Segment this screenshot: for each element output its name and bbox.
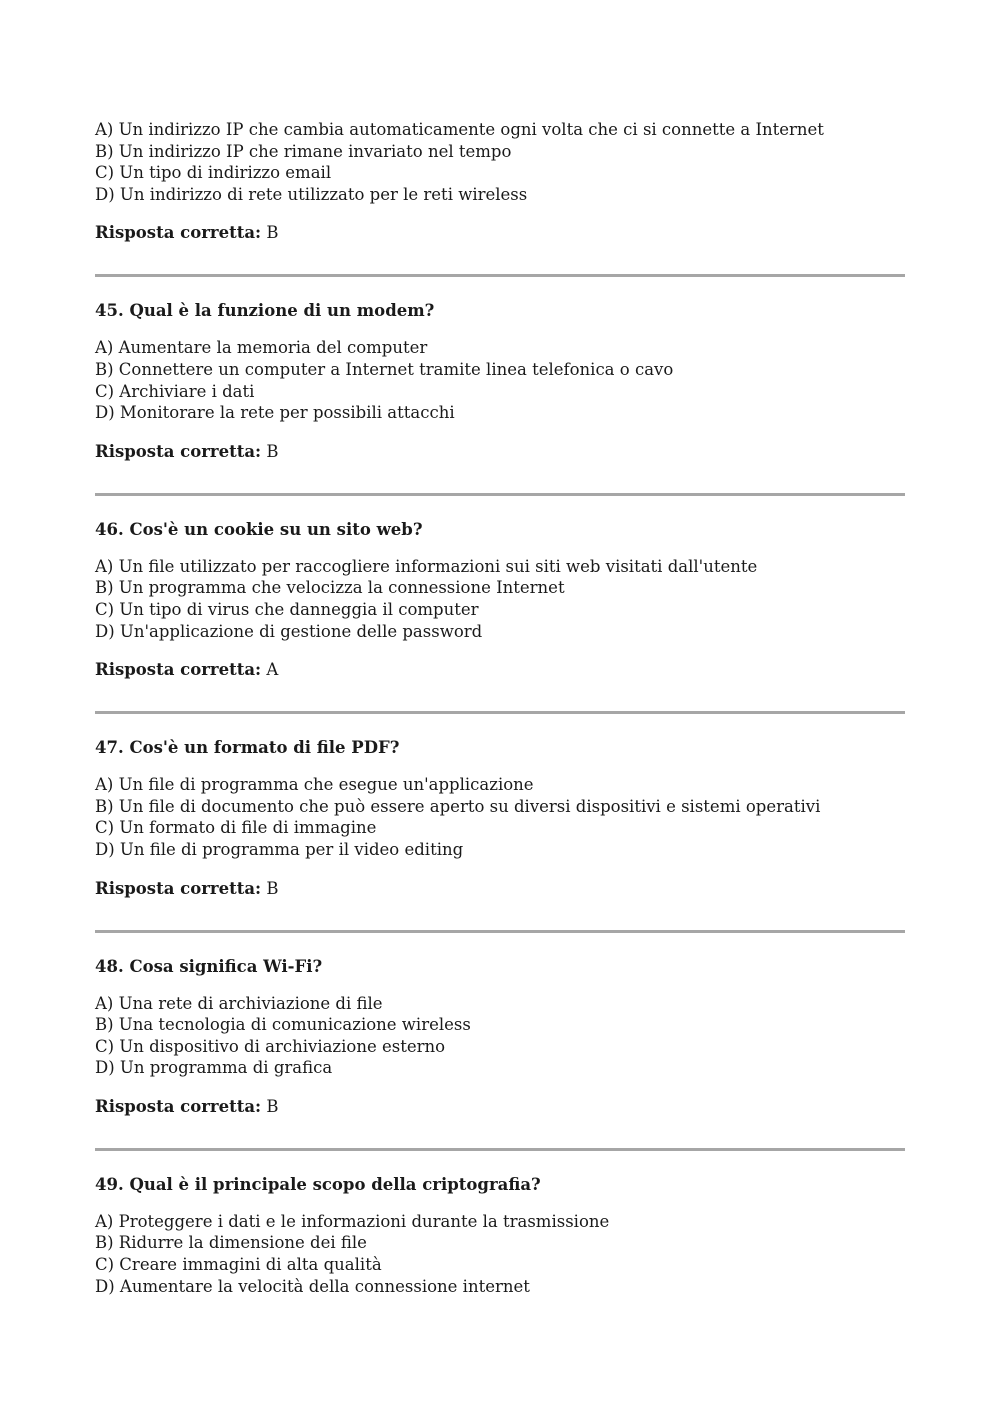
question-49 xyxy=(95,1174,905,1297)
option-b: B) Un programma che velocizza la connessione Internet xyxy=(95,578,565,598)
answer-value: B xyxy=(261,441,279,461)
option-b: B) Ridurre la dimensione dei file xyxy=(95,1233,367,1253)
option-c: C) Un tipo di indirizzo email xyxy=(95,163,332,183)
option-a: A) Proteggere i dati e le informazioni durante la trasmissione xyxy=(95,1211,610,1231)
document-page xyxy=(95,119,905,1297)
option-a: A) Una rete di archiviazione di file xyxy=(95,993,383,1013)
question-45 xyxy=(95,300,905,462)
correct-answer xyxy=(95,222,905,244)
option-c: C) Un dispositivo di archiviazione esterno xyxy=(95,1036,446,1056)
option-d: D) Un programma di grafica xyxy=(95,1058,333,1078)
question-title: 47. Cos'è un formato di file PDF? xyxy=(95,738,400,758)
question-title: 46. Cos'è un cookie su un sito web? xyxy=(95,519,423,539)
options-list xyxy=(95,774,905,860)
question-title: 48. Cosa significa Wi-Fi? xyxy=(95,956,323,976)
option-d: D) Un indirizzo di rete utilizzato per le reti wireless xyxy=(95,184,528,204)
answer-label: Risposta corretta: xyxy=(95,878,262,898)
options-list xyxy=(95,119,905,205)
divider xyxy=(95,1148,905,1151)
answer-label: Risposta corretta: xyxy=(95,660,262,680)
correct-answer xyxy=(95,878,905,900)
question-48 xyxy=(95,956,905,1118)
correct-answer xyxy=(95,441,905,463)
correct-answer xyxy=(95,1096,905,1118)
option-d: D) Aumentare la velocità della connessione internet xyxy=(95,1276,530,1296)
option-c: C) Un formato di file di immagine xyxy=(95,818,377,838)
options-list xyxy=(95,337,905,423)
question-title: 45. Qual è la funzione di un modem? xyxy=(95,301,435,321)
option-a: A) Aumentare la memoria del computer xyxy=(95,338,428,358)
option-a: A) Un file utilizzato per raccogliere informazioni sui siti web visitati dall'utente xyxy=(95,556,758,576)
question-44-continued xyxy=(95,119,905,244)
option-d: D) Monitorare la rete per possibili attacchi xyxy=(95,403,455,423)
question-46 xyxy=(95,519,905,681)
options-list xyxy=(95,556,905,642)
question-47 xyxy=(95,737,905,899)
answer-label: Risposta corretta: xyxy=(95,1096,262,1116)
divider xyxy=(95,711,905,714)
option-d: D) Un file di programma per il video editing xyxy=(95,839,464,859)
answer-value: A xyxy=(261,660,279,680)
divider xyxy=(95,493,905,496)
correct-answer xyxy=(95,659,905,681)
divider xyxy=(95,274,905,277)
answer-label: Risposta corretta: xyxy=(95,441,262,461)
option-c: C) Archiviare i dati xyxy=(95,381,255,401)
options-list xyxy=(95,993,905,1079)
option-a: A) Un file di programma che esegue un'applicazione xyxy=(95,775,534,795)
answer-label: Risposta corretta: xyxy=(95,223,262,243)
option-c: C) Un tipo di virus che danneggia il computer xyxy=(95,599,479,619)
options-list xyxy=(95,1211,905,1297)
divider xyxy=(95,930,905,933)
question-title: 49. Qual è il principale scopo della criptografia? xyxy=(95,1174,541,1194)
option-b: B) Una tecnologia di comunicazione wireless xyxy=(95,1015,471,1035)
answer-value: B xyxy=(261,878,279,898)
option-b: B) Un indirizzo IP che rimane invariato nel tempo xyxy=(95,141,512,161)
option-a: A) Un indirizzo IP che cambia automaticamente ogni volta che ci si connette a Internet xyxy=(95,120,824,139)
option-d: D) Un'applicazione di gestione delle password xyxy=(95,621,483,641)
option-c: C) Creare immagini di alta qualità xyxy=(95,1255,382,1275)
option-b: B) Connettere un computer a Internet tramite linea telefonica o cavo xyxy=(95,359,674,379)
answer-value: B xyxy=(261,223,279,243)
answer-value: B xyxy=(261,1096,279,1116)
option-b: B) Un file di documento che può essere aperto su diversi dispositivi e sistemi operativi xyxy=(95,796,821,816)
